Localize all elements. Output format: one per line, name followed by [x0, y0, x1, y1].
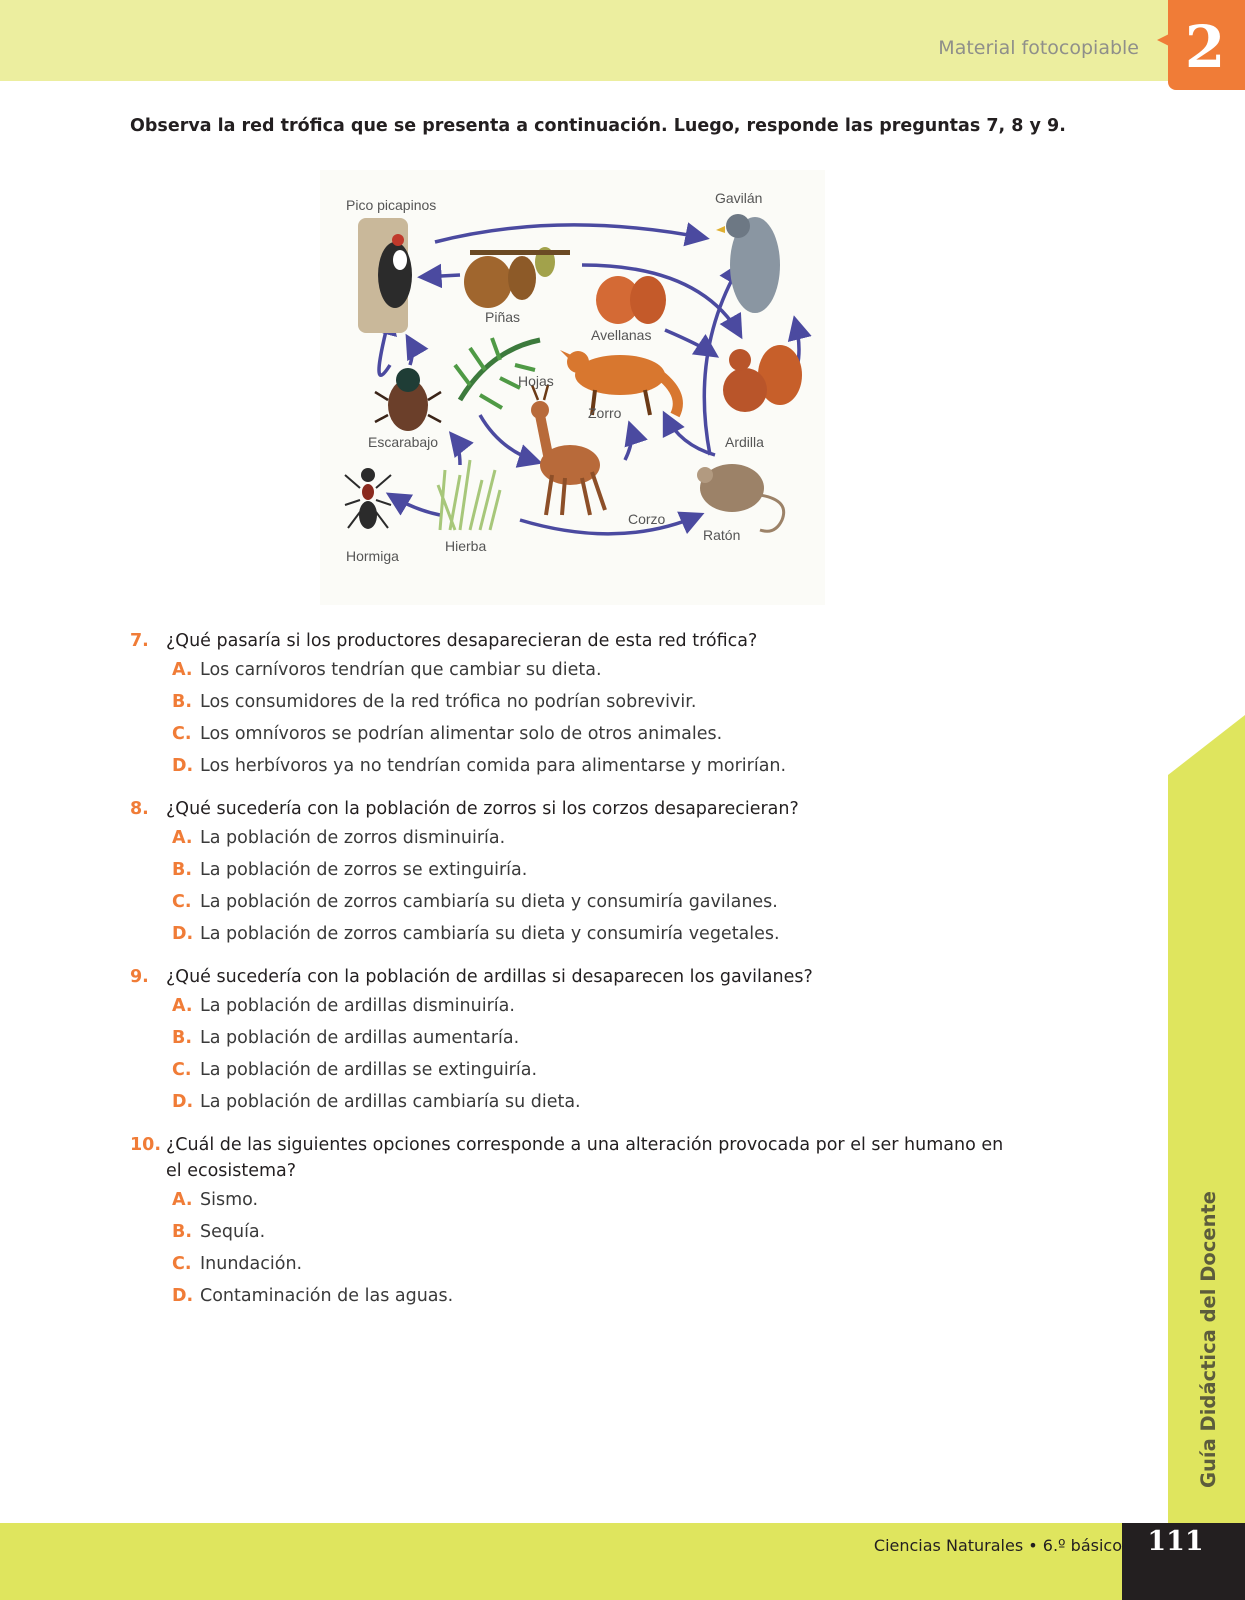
question-list: [130, 628, 1030, 1326]
question-text: ¿Qué sucedería con la población de ardillas si desaparecen los gavilanes?: [166, 967, 813, 987]
option-text: Los herbívoros ya no tendrían comida para alimentarse y morirían.: [200, 756, 787, 776]
option-letter: A.: [172, 828, 193, 848]
option-text: Los carnívoros tendrían que cambiar su dieta.: [200, 660, 602, 680]
answer-option[interactable]: [172, 886, 1030, 918]
answer-option[interactable]: [172, 686, 1030, 718]
question-number: 8.: [130, 799, 149, 819]
answer-option[interactable]: [172, 1280, 1030, 1312]
option-letter: B.: [172, 1028, 192, 1048]
answer-option[interactable]: [172, 1216, 1030, 1248]
label-fox: Zorro: [588, 405, 622, 421]
hazelnuts-illustration: [596, 276, 666, 324]
option-text: La población de zorros cambiaría su dieta y consumiría gavilanes.: [200, 892, 778, 912]
option-text: La población de ardillas se extinguiría.: [200, 1060, 538, 1080]
option-text: La población de zorros disminuiría.: [200, 828, 506, 848]
option-letter: A.: [172, 996, 193, 1016]
label-ant: Hormiga: [346, 548, 399, 564]
option-letter: D.: [172, 1286, 194, 1306]
option-letter: A.: [172, 1190, 193, 1210]
option-letter: B.: [172, 692, 192, 712]
answer-option[interactable]: [172, 822, 1030, 854]
question-number: 9.: [130, 967, 149, 987]
label-pinecones: Piñas: [485, 309, 521, 325]
answer-option[interactable]: [172, 654, 1030, 686]
food-web-figure: [320, 170, 825, 605]
question-10: [130, 1132, 1030, 1312]
option-letter: B.: [172, 1222, 192, 1242]
woodpecker-illustration: [358, 218, 412, 333]
instruction-text: Observa la red trófica que se presenta a continuación. Luego, responde las preguntas 7, 8 y 9.: [130, 116, 1066, 136]
side-label: Guía Didáctica del Docente: [1197, 1190, 1220, 1488]
option-text: La población de ardillas aumentaría.: [200, 1028, 520, 1048]
answer-option[interactable]: [172, 1022, 1030, 1054]
question-number: 7.: [130, 631, 149, 651]
option-letter: C.: [172, 724, 192, 744]
option-letter: C.: [172, 892, 192, 912]
option-letter: A.: [172, 660, 193, 680]
label-leaves: Hojas: [518, 373, 554, 389]
header-label: Material fotocopiable: [938, 37, 1139, 59]
option-text: La población de ardillas disminuiría.: [200, 996, 515, 1016]
option-text: Inundación.: [200, 1254, 303, 1274]
footer-band: [0, 1523, 1245, 1600]
question-text: ¿Qué sucedería con la población de zorros si los corzos desaparecieran?: [166, 799, 799, 819]
label-hawk: Gavilán: [715, 190, 763, 206]
option-letter: D.: [172, 756, 194, 776]
option-text: Sequía.: [200, 1222, 266, 1242]
answer-option[interactable]: [172, 990, 1030, 1022]
label-squirrel: Ardilla: [725, 434, 764, 450]
answer-option[interactable]: [172, 1054, 1030, 1086]
question-text: ¿Cuál de las siguientes opciones corresponde a una alteración provocada por el ser humano en el ecosistema?: [166, 1135, 1004, 1181]
label-hazelnuts: Avellanas: [591, 327, 652, 343]
label-woodpecker: Pico picapinos: [346, 197, 437, 213]
option-text: Los omnívoros se podrían alimentar solo de otros animales.: [200, 724, 723, 744]
answer-option[interactable]: [172, 718, 1030, 750]
footer-subject: Ciencias Naturales • 6.º básico: [873, 1536, 1122, 1555]
answer-option[interactable]: [172, 1184, 1030, 1216]
question-text: ¿Qué pasaría si los productores desaparecieran de esta red trófica?: [166, 631, 758, 651]
answer-option[interactable]: [172, 1086, 1030, 1118]
label-mouse: Ratón: [703, 527, 741, 543]
label-roe-deer: Corzo: [628, 511, 666, 527]
label-beetle: Escarabajo: [368, 434, 439, 450]
question-number: 10.: [130, 1135, 162, 1155]
option-text: La población de ardillas cambiaría su dieta.: [200, 1092, 581, 1112]
label-grass: Hierba: [445, 538, 487, 554]
option-text: Los consumidores de la red trófica no podrían sobrevivir.: [200, 692, 697, 712]
option-letter: D.: [172, 1092, 194, 1112]
chapter-number: 2: [1184, 13, 1226, 81]
option-letter: B.: [172, 860, 192, 880]
option-letter: C.: [172, 1254, 192, 1274]
food-web-diagram: [320, 170, 825, 605]
option-letter: D.: [172, 924, 194, 944]
side-band-slope: [1168, 715, 1245, 775]
option-text: La población de zorros se extinguiría.: [200, 860, 528, 880]
option-letter: C.: [172, 1060, 192, 1080]
answer-option[interactable]: [172, 918, 1030, 950]
question-7: [130, 628, 1030, 782]
page-number: 111: [1147, 1526, 1204, 1557]
question-9: [130, 964, 1030, 1118]
option-text: Sismo.: [200, 1190, 259, 1210]
answer-option[interactable]: [172, 750, 1030, 782]
option-text: La población de zorros cambiaría su dieta y consumiría vegetales.: [200, 924, 780, 944]
question-8: [130, 796, 1030, 950]
answer-option[interactable]: [172, 1248, 1030, 1280]
option-text: Contaminación de las aguas.: [200, 1286, 454, 1306]
answer-option[interactable]: [172, 854, 1030, 886]
